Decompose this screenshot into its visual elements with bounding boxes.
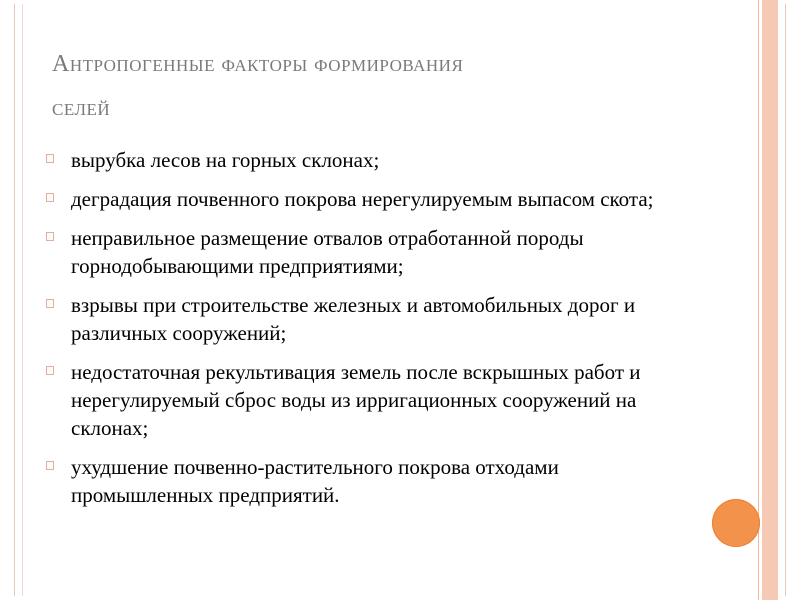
orange-circle-icon	[712, 499, 760, 547]
square-bullet-icon	[46, 154, 54, 163]
square-bullet-icon	[46, 232, 54, 241]
bullet-list	[44, 146, 684, 520]
title-line-2: селей	[52, 95, 111, 121]
list-item-text: ухудшение почвенно-растительного покрова отходами промышленных предприятий.	[71, 455, 559, 507]
list-item	[44, 146, 684, 174]
accent-band	[762, 0, 778, 600]
square-bullet-icon	[46, 193, 54, 202]
list-item-text: взрывы при строительстве железных и автомобильных дорог и различных сооружений;	[71, 293, 636, 345]
square-bullet-icon	[46, 461, 54, 470]
list-item-text: неправильное размещение отвалов отработанной породы горнодобывающими предприятиями;	[71, 226, 584, 278]
list-item	[44, 291, 684, 347]
square-bullet-icon	[46, 366, 54, 375]
list-item	[44, 453, 684, 509]
list-item-text: недостаточная рекультивация земель после вскрышных работ и нерегулируемый сброс воды из ирригационных сооружений на склонах;	[71, 360, 641, 440]
square-bullet-icon	[46, 299, 54, 308]
accent-line	[758, 0, 759, 600]
list-item	[44, 185, 684, 213]
list-item-text: деградация почвенного покрова нерегулируемым выпасом скота;	[71, 187, 654, 211]
list-item-text: вырубка лесов на горных склонах;	[71, 148, 380, 172]
title-line-1: Антропогенные факторы формирования	[52, 51, 464, 77]
slide-title	[52, 42, 712, 130]
list-item	[44, 358, 684, 442]
list-item	[44, 224, 684, 280]
